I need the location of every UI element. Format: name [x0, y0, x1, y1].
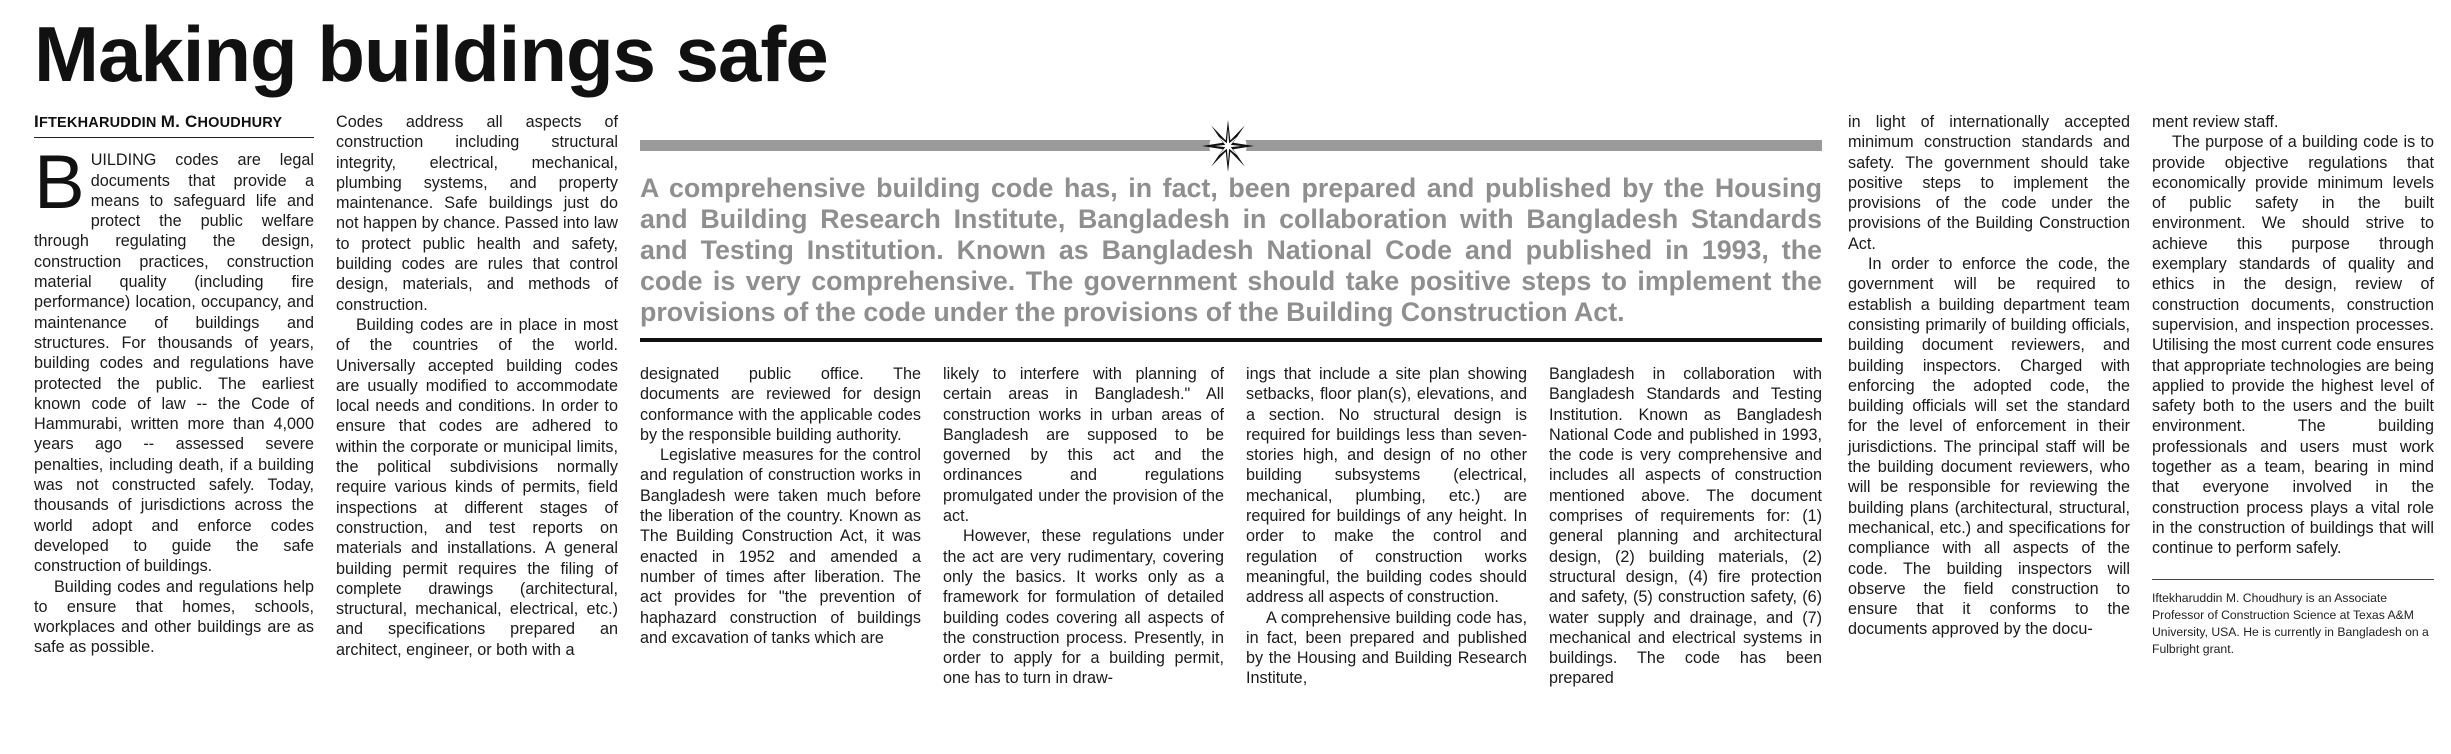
paragraph: ings that include a site plan showing setbacks, floor plan(s), elevations, and a section. No structural design is required for buildings less than seven-stories high, and design of no other building subsystems (electrical, mechanical, plumbing, etc.) are required for buildings of any height. In order to make the control and regulation of construction works meaningful, the building codes should address all aspects of construction.: [1246, 365, 1527, 607]
byline: [34, 112, 314, 138]
paragraph: A comprehensive building code has, in fact, been prepared and published by the Housing and Building Research Institute,: [1246, 608, 1527, 688]
paragraph: However, these regulations under the act are very rudimentary, covering only the basics. It works only as a framework for formulation of detailed building codes covering all aspects of the construction process. Presently, in order to apply for a building permit, one has to turn in draw-: [943, 527, 1224, 688]
column-8: [2152, 112, 2434, 658]
paragraph: Codes address all aspects of construction including structural integrity, electrical, mechanical, plumbing systems, and property maintenance. Safe buildings just do not happen by chance. Passed into law to protect public health and safety, building codes are rules that control design, materials, and methods of construction.: [336, 113, 618, 314]
drop-cap: B: [34, 140, 85, 226]
byline-initial-first: I: [34, 112, 39, 131]
byline-last-name: HOUDHURY: [197, 115, 283, 131]
paragraph-text: UILDING codes are legal documents that provide a means to safeguard life and protect the public welfare through regulating the design, construction practices, construction material quality (including fire performance) location, occupancy, and maintenance of buildings and structures. For thousands of years, building codes and regulations have protected the public. The earliest known code of law -- the Code of Hammurabi, written more than 4,000 years ago -- assessed severe penalties, including death, if a building was not constructed safely. Today, thousands of jurisdictions across the world adopt and enforce codes developed to guide the safe construction of buildings.: [34, 151, 314, 576]
column-3: [640, 364, 921, 648]
paragraph: Building codes and regulations help to ensure that homes, schools, workplaces and other buildings are as safe as possible.: [34, 577, 314, 657]
byline-middle: M. C: [160, 112, 198, 131]
column-5: [1246, 364, 1527, 689]
pull-quote-text: A comprehensive building code has, in fact, been prepared and published by the Housing and Building Research Institute, Bangladesh in collaboration with Bangladesh Standards and Testing Institution. Known as Bangladesh National Code and published in 1993, the code is very comprehensive. The government should take positive steps to implement the provisions of the code under the provisions of the Building Construction Act.: [640, 173, 1822, 327]
column-7: [1848, 112, 2130, 640]
paragraph: designated public office. The documents are reviewed for design conformance with the applicable codes by the responsible building authority.: [640, 365, 921, 444]
paragraph: In order to enforce the code, the government will be required to establish a building department team consisting primarily of building officials, building document reviewers, and building inspectors. Charged with enforcing the adopted code, the building officials will set the standard for the level of enforcement in their jurisdictions. The principal staff will be the building document reviewers, who will be responsible for reviewing the building plans (architectural, structural, mechanical, etc.) and specifications for compliance with all aspects of the code. The building inspectors will observe the field construction to ensure that it conforms to the documents approved by the docu-: [1848, 255, 2130, 639]
column-1: [34, 112, 314, 658]
pull-quote: [640, 128, 1822, 343]
byline-first-name: FTEKHARUDDIN: [38, 115, 161, 131]
column-2: [336, 112, 618, 660]
headline: Making buildings safe: [34, 10, 828, 98]
starburst-icon: [1200, 118, 1256, 174]
paragraph: likely to interfere with planning of certain areas in Bangladesh." All construction works in urban areas of Bangladesh are supposed to be governed by this act and the ordinances and regulations promulgated under the provision of the act.: [943, 365, 1224, 526]
paragraph: Bangladesh in collaboration with Bangladesh Standards and Testing Institution. Known as Bangladesh National Code and published in 1993, the code is very comprehensive and includes all aspects of construction mentioned above. The document comprises of requirements for: (1) general planning and architectural design, (2) building materials, (2) structural design, (4) fire protection and safety, (5) construction safety, (6) water supply and drainage, and (7) mechanical and electrical systems in buildings. The code has been prepared: [1549, 365, 1822, 688]
column-4: [943, 364, 1224, 689]
paragraph: Building codes are in place in most of the countries of the world. Universally accepted building codes are usually modified to accommodate local needs and conditions. In order to ensure that codes are adhered to within the corporate or municipal limits, the political subdivisions normally require various kinds of permits, field inspections at different stages of construction, and test reports on materials and installations. A general building permit requires the filing of complete drawings (architectural, structural, mechanical, electrical, etc.) and specifications prepared an architect, engineer, or both with a: [336, 315, 618, 659]
paragraph: in light of internationally accepted minimum construction standards and safety. The government should take positive steps to implement the provisions of the code under the provisions of the Building Construction Act.: [1848, 113, 2130, 253]
pull-quote-rule: [640, 338, 1822, 342]
paragraph: Legislative measures for the control and regulation of construction works in Bangladesh were taken much before the liberation of the country. Known as The Building Construction Act, it was enacted in 1952 and amended a number of times after liberation. The act provides for "the prevention of haphazard construction of buildings and excavation of tanks which are: [640, 446, 921, 647]
paragraph: [34, 140, 314, 576]
paragraph: The purpose of a building code is to provide objective regulations that economically provide minimum levels of public safety in the built environment. We should strive to achieve this purpose through exemplary standards of quality and ethics in the design, review of construction documents, construction supervision, and inspection processes. Utilising the most current code ensures that appropriate technologies are being applied to provide the highest level of safety both to the users and the built environment. The building professionals and users must work together as a team, bearing in mind that everyone involved in the construction process plays a vital role in the construction of buildings that will continue to perform safely.: [2152, 133, 2434, 558]
author-bio: Iftekharuddin M. Choudhury is an Associate Professor of Construction Science at Texas A&M University, USA. He is currently in Bangladesh on a Fulbright grant.: [2152, 579, 2434, 658]
column-6: [1549, 364, 1822, 689]
paragraph: ment review staff.: [2152, 113, 2279, 131]
